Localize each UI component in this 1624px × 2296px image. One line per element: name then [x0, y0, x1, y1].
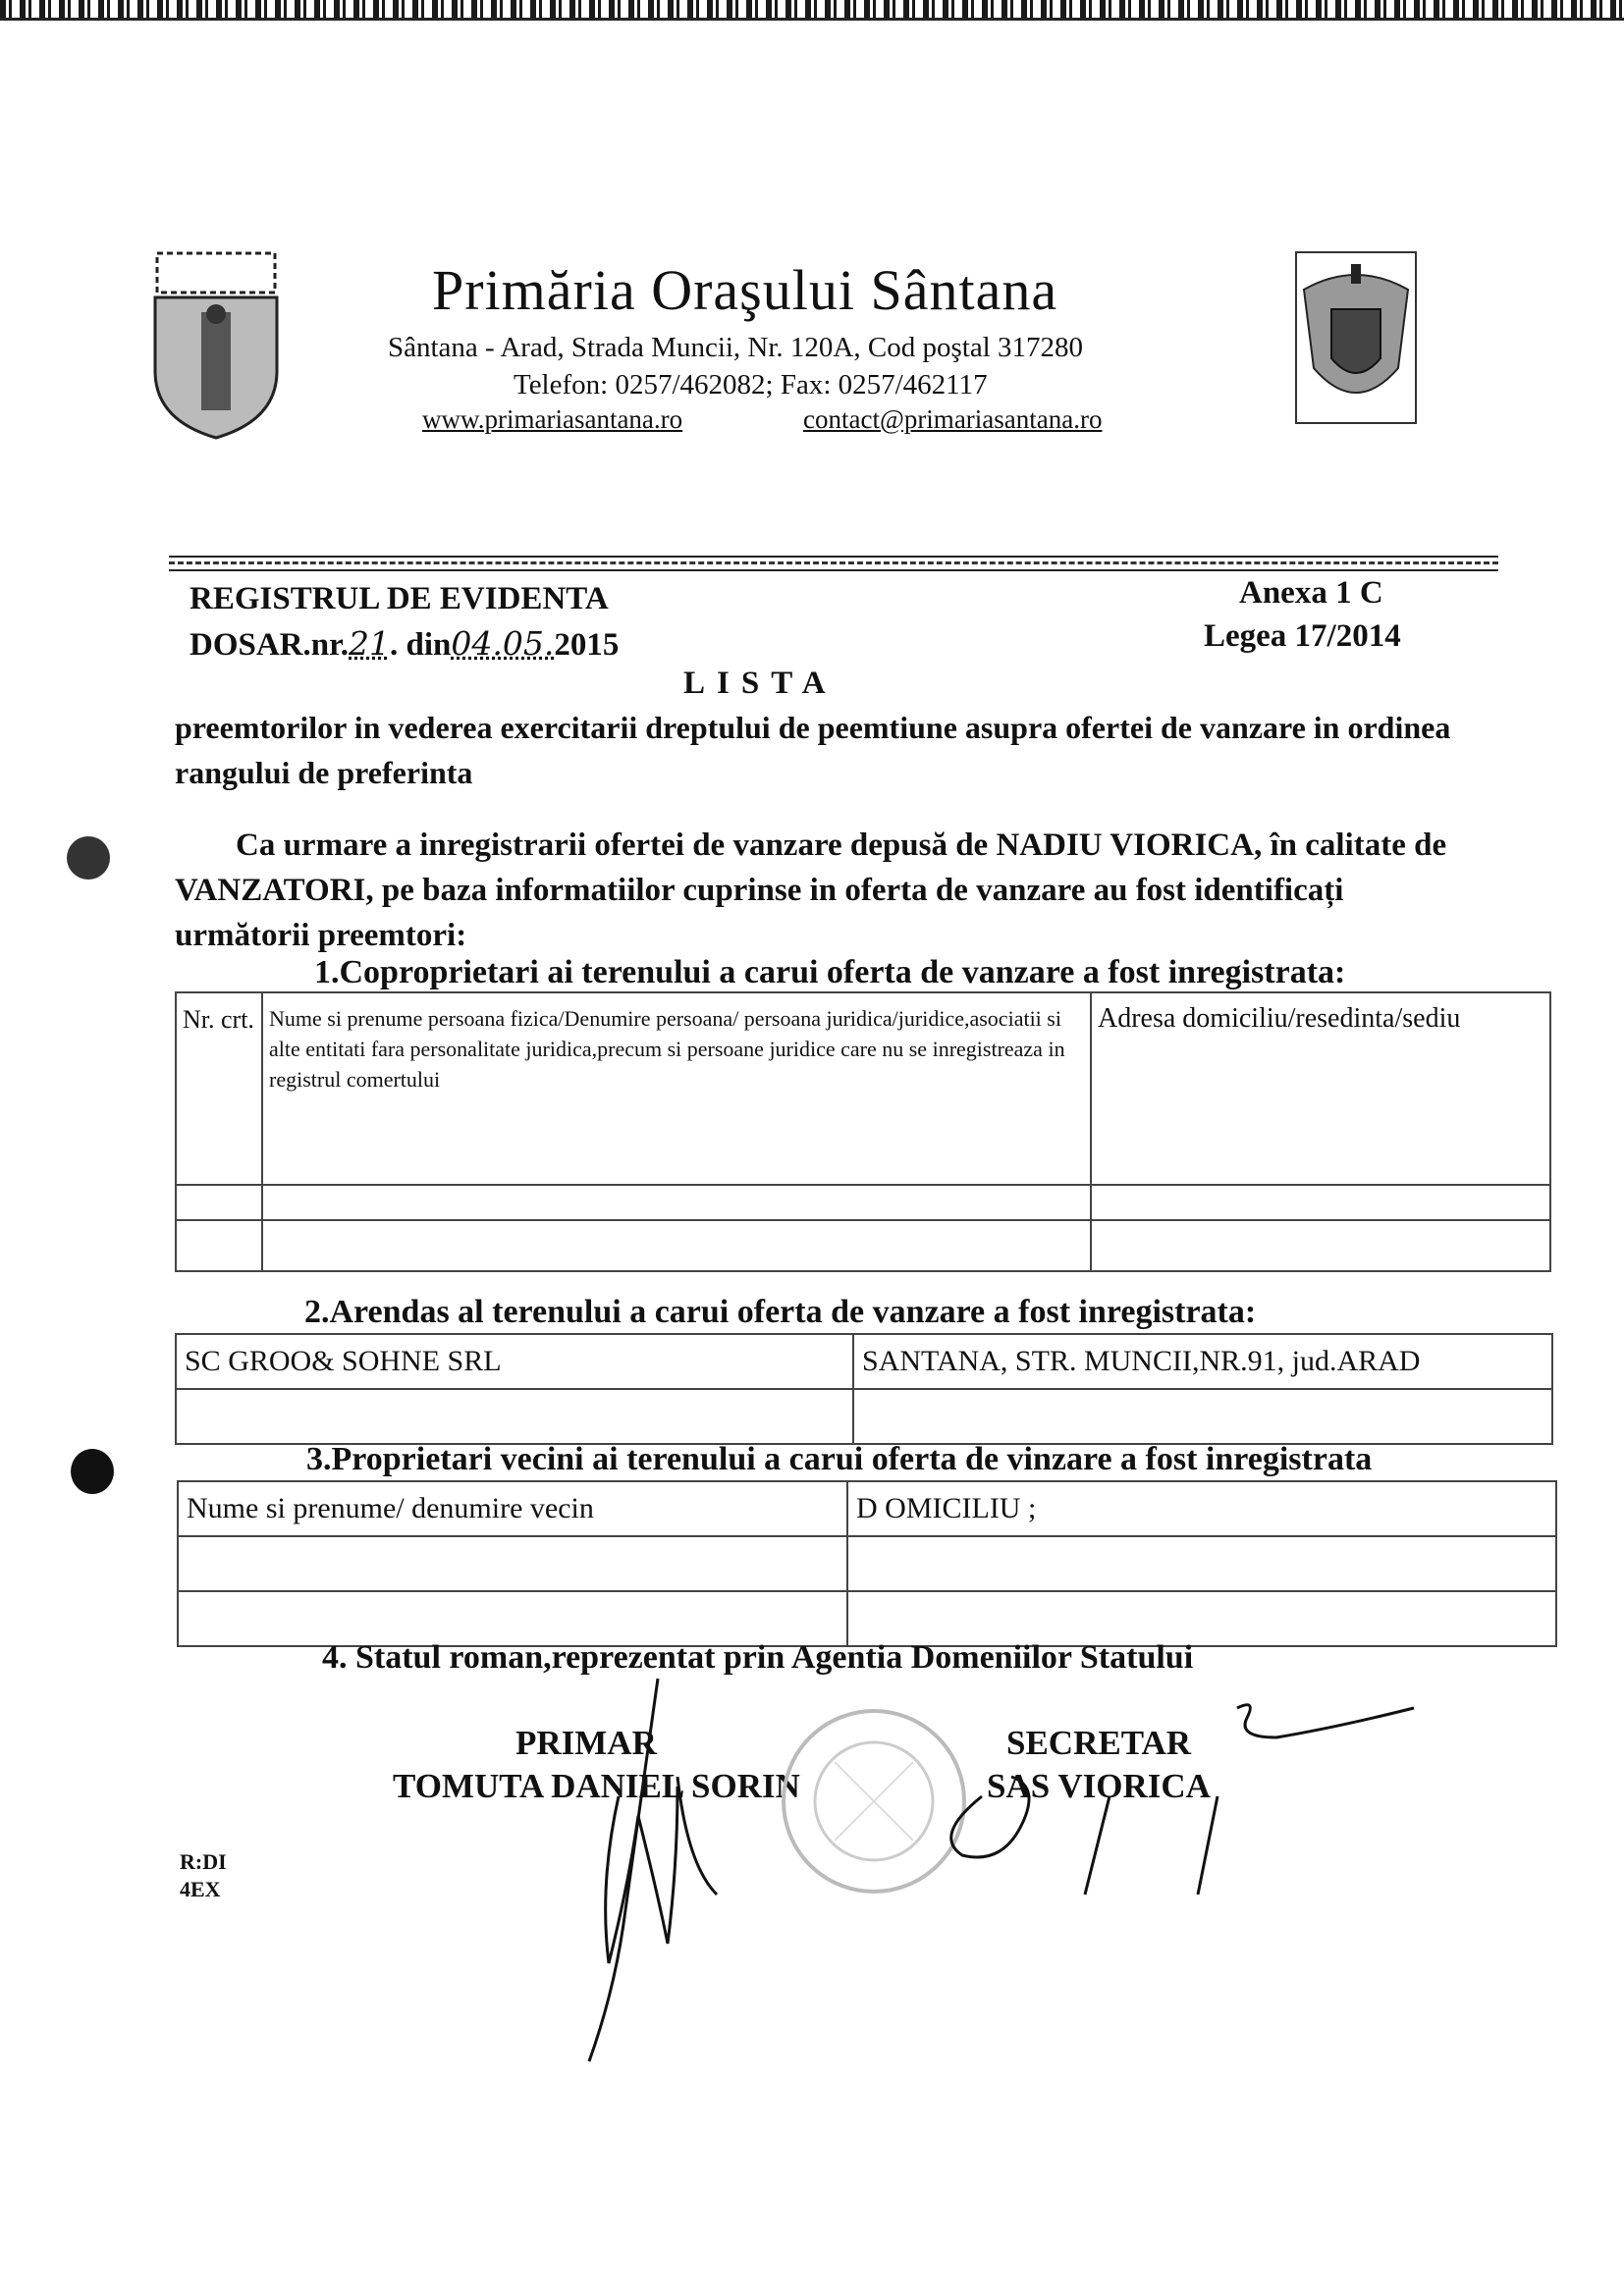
city-coat-of-arms-icon: [147, 243, 285, 440]
table-cell: [847, 1591, 1556, 1646]
secretar-name: SAS VIORICA: [987, 1767, 1211, 1805]
dosar-year: 2015: [554, 627, 620, 663]
reference-line-2: 4EX: [180, 1877, 221, 1901]
header-title: Primăria Oraşului Sântana: [432, 258, 1058, 322]
header-divider-bottom: [169, 569, 1498, 571]
table-cell: [178, 1536, 847, 1591]
col-name-header: Nume si prenume persoana fizica/Denumire persoana/ persoana juridica/juridice,asociatii si alte entitati fara personalitate juridica,precum si persoane juridice care nu se inregistreaza in registrul comertului: [262, 992, 1091, 1185]
punch-hole-top: [67, 836, 110, 880]
table-cell: [176, 1220, 262, 1271]
table-row: [176, 1220, 1550, 1271]
section3-title: 3.Proprietari vecini ai terenului a carui oferta de vinzare a fost inregistrata: [306, 1441, 1373, 1477]
table-header-row: [178, 1481, 1556, 1536]
table-cell: [853, 1389, 1552, 1444]
table-cell: [262, 1220, 1091, 1271]
table-row: [176, 1185, 1550, 1220]
secretar-signature: [923, 1688, 1434, 1924]
document-paragraph: Ca urmare a inregistrarii ofertei de vanzare depusă de NADIU VIORICA, în calitate de VANZATORI, pe baza informatiilor cuprinse in oferta de vanzare au fost identificați următorii preemtori:: [175, 828, 1447, 953]
punch-hole-bottom: [71, 1449, 114, 1494]
dosar-date: 04.05.: [451, 624, 555, 663]
table-cell: [1091, 1185, 1550, 1220]
document-heading: LISTA: [683, 666, 838, 701]
primar-label: PRIMAR: [515, 1724, 657, 1762]
table-cell: [176, 1389, 853, 1444]
table-header-row: [176, 992, 1550, 1185]
dosar-mid: . din: [390, 627, 452, 663]
neighbors-table: [177, 1480, 1557, 1647]
scan-edge-line: [0, 18, 1624, 21]
neighbor-name-header: Nume si prenume/ denumire vecin: [178, 1481, 847, 1536]
coowners-table: [175, 991, 1551, 1272]
header-divider-dashed: [169, 561, 1498, 564]
header-address: Sântana - Arad, Strada Muncii, Nr. 120A, Cod poştal 317280: [388, 332, 1083, 363]
section2-title: 2.Arendas al terenului a carui oferta de vanzare a fost inregistrata:: [304, 1294, 1257, 1330]
dosar-line: [189, 624, 619, 664]
legea-label: Legea 17/2014: [1204, 618, 1401, 654]
table-row: [176, 1334, 1552, 1389]
tenant-name: SC GROO& SOHNE SRL: [176, 1334, 853, 1389]
table-cell: [847, 1536, 1556, 1591]
scan-edge: [0, 0, 1624, 18]
section1-title: 1.Coproprietari ai terenului a carui oferta de vanzare a fost inregistrata:: [314, 954, 1346, 990]
col-nr-header: Nr. crt.: [176, 992, 262, 1185]
secretar-label: SECRETAR: [1006, 1724, 1192, 1762]
registry-title: REGISTRUL DE EVIDENTA: [189, 581, 609, 616]
table-row: [176, 1389, 1552, 1444]
anexa-label: Anexa 1 C: [1239, 575, 1383, 611]
tenant-table: [175, 1333, 1553, 1445]
table-cell: [262, 1185, 1091, 1220]
table-row: [178, 1536, 1556, 1591]
primar-name: TOMUTA DANIEL SORIN: [393, 1767, 800, 1805]
section4-text: 4. Statul roman,reprezentat prin Agentia Domeniilor Statului: [322, 1639, 1194, 1676]
dosar-number: 21: [349, 624, 390, 663]
reference-line-1: R:DI: [180, 1849, 227, 1874]
table-row: [178, 1591, 1556, 1646]
neighbor-address-header: D OMICILIU ;: [847, 1481, 1556, 1536]
reference-code: [180, 1848, 227, 1903]
header-email-link[interactable]: contact@primariasantana.ro: [803, 404, 1103, 434]
national-coat-of-arms-icon: [1294, 250, 1418, 425]
header-phone: Telefon: 0257/462082; Fax: 0257/462117: [514, 369, 988, 400]
table-cell: [176, 1185, 262, 1220]
document-subtitle: preemtorilor in vederea exercitarii dreptului de peemtiune asupra ofertei de vanzare in ordinea rangului de preferinta: [175, 710, 1451, 790]
table-cell: [1091, 1220, 1550, 1271]
tenant-address: SANTANA, STR. MUNCII,NR.91, jud.ARAD: [853, 1334, 1552, 1389]
header-divider: [169, 556, 1498, 558]
dosar-prefix: DOSAR.nr.: [189, 627, 349, 663]
header-website-link[interactable]: www.primariasantana.ro: [422, 404, 683, 434]
col-address-header: Adresa domiciliu/resedinta/sediu: [1091, 992, 1550, 1185]
table-cell: [178, 1591, 847, 1646]
primar-signature: [530, 1669, 785, 2081]
